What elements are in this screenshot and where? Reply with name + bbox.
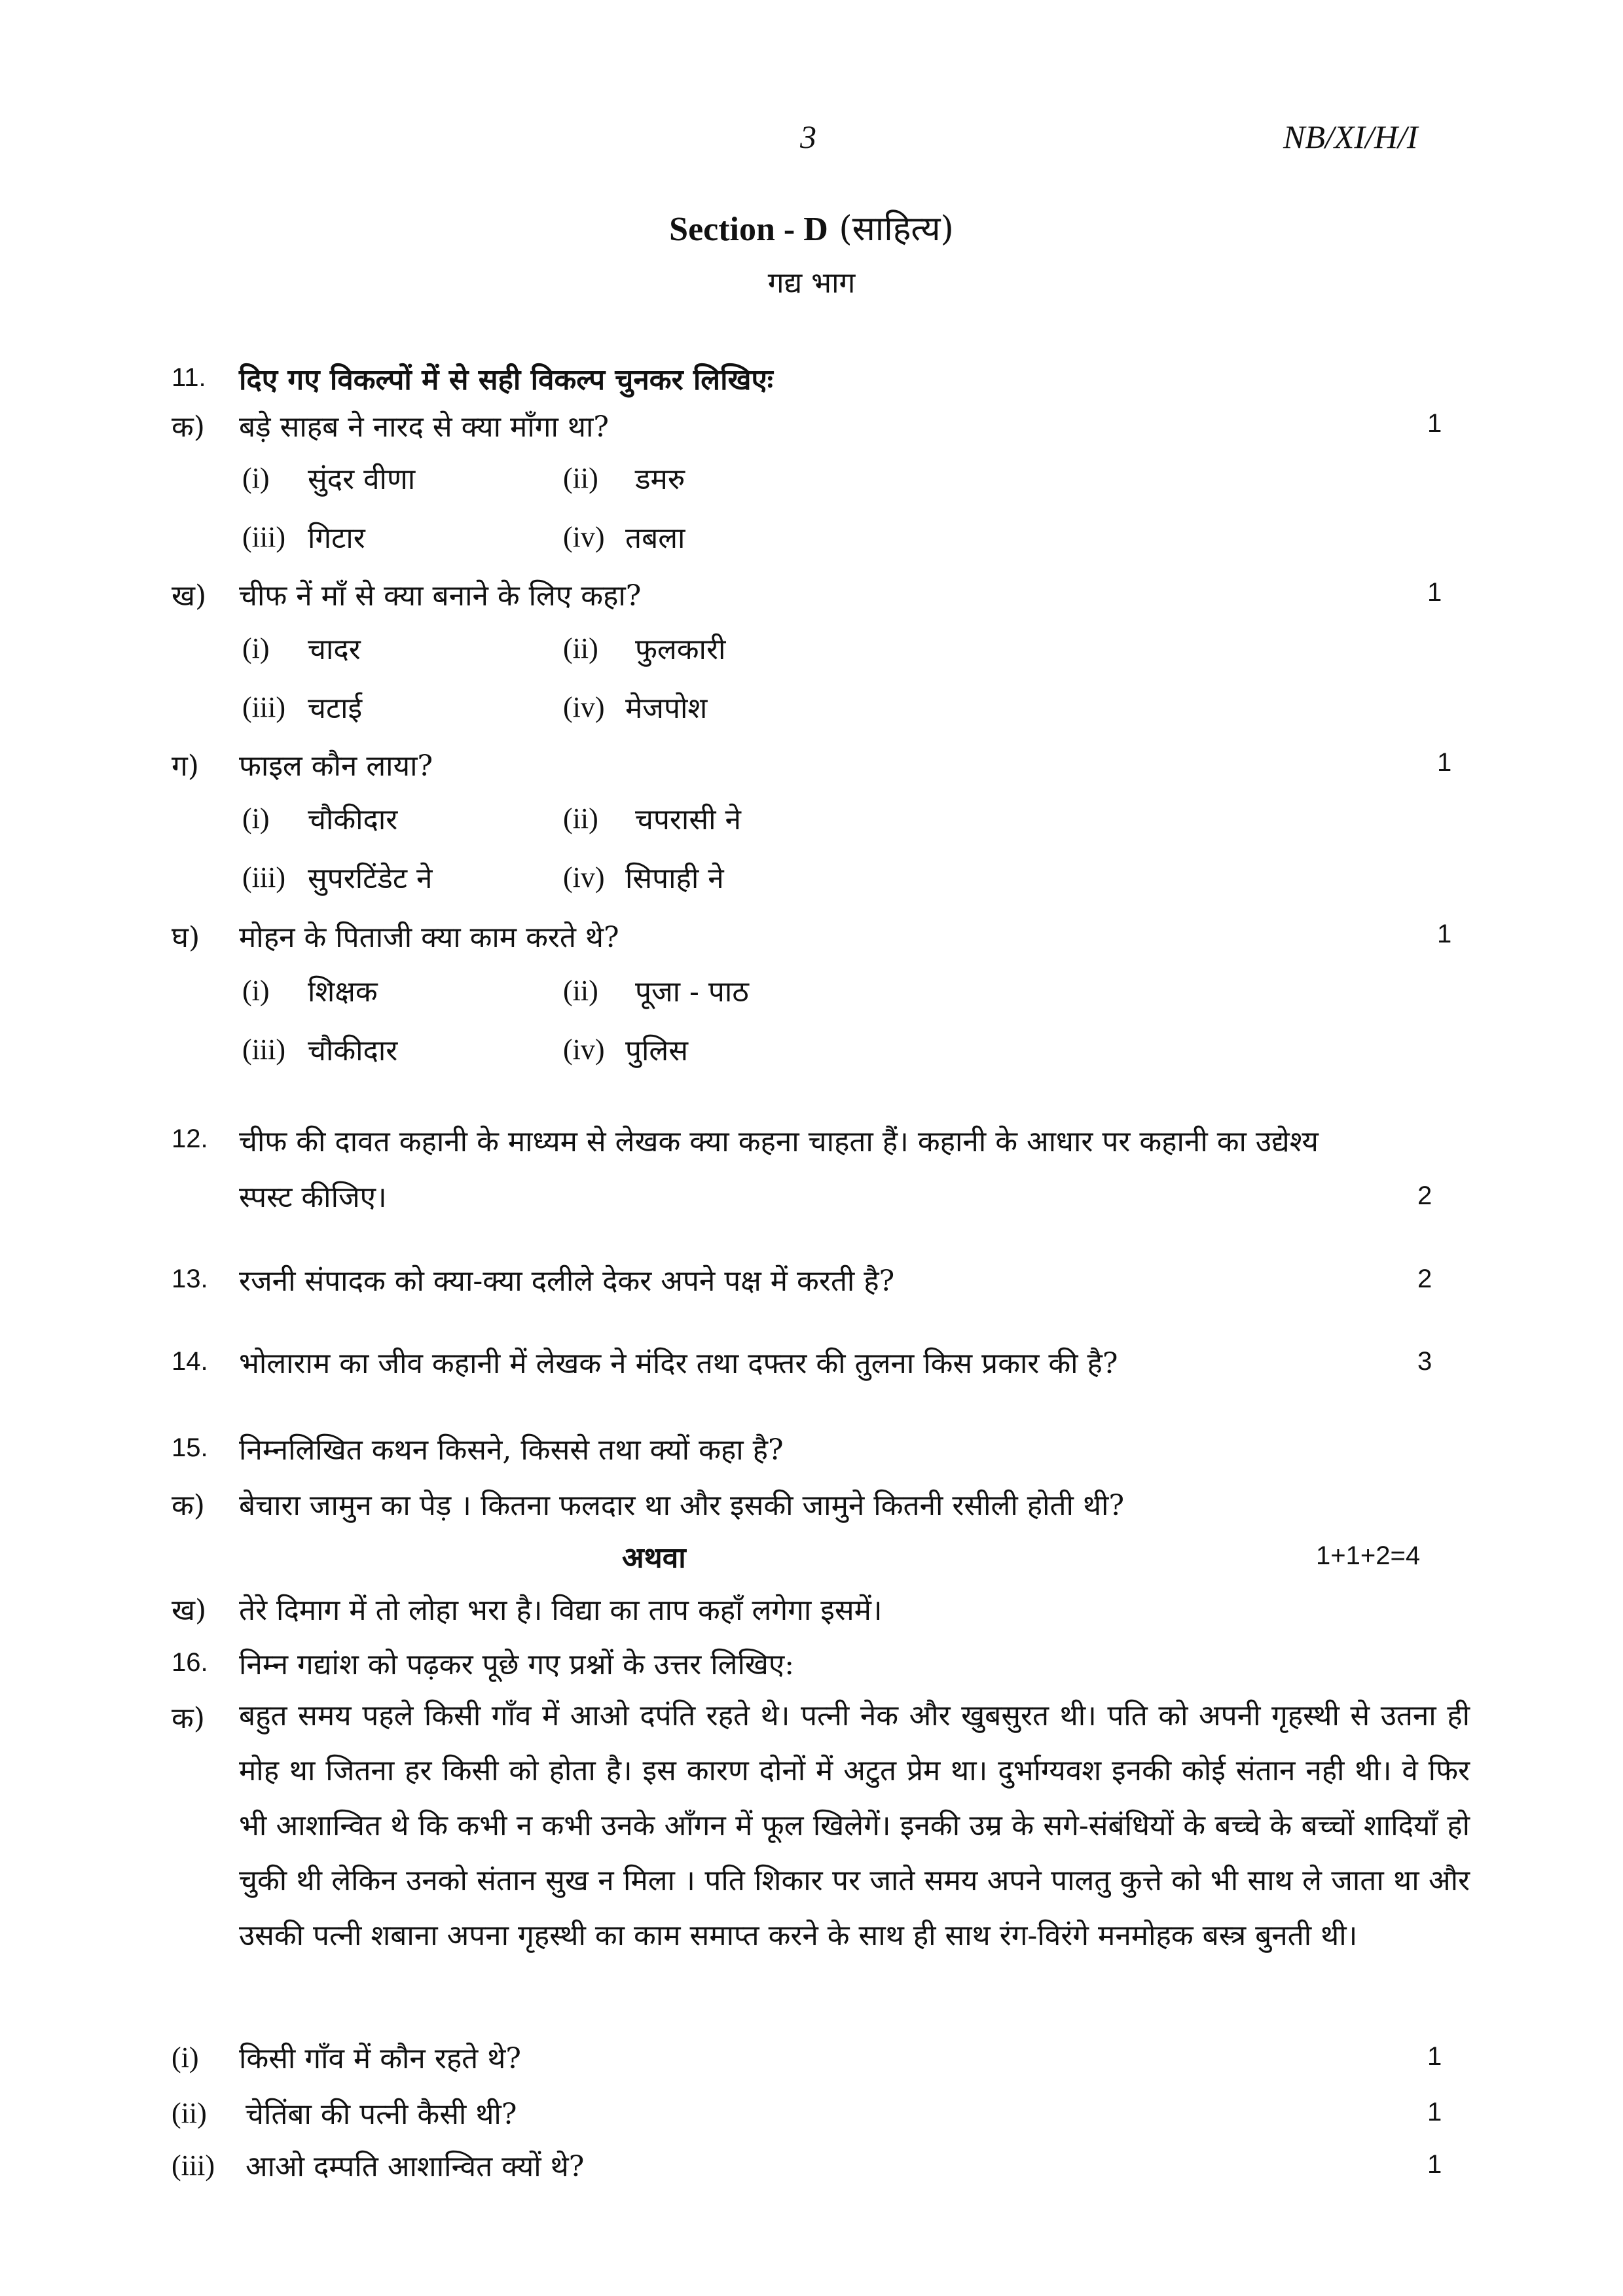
section-title-en: Section - D [669,211,828,248]
q11-d-opt1-num: (i) [242,975,270,1007]
q16-sub1-num: (i) [172,2041,199,2073]
q11-number: 11. [172,363,206,392]
q16-sub1-marks: 1 [1427,2042,1442,2071]
q11-a-opt1-num: (i) [242,462,270,494]
q11-b-label: ख) [172,579,207,613]
q11-a-label: क) [172,410,205,444]
q11-d-opt4: पुलिस [625,1034,688,1067]
q16-passage: बहुत समय पहले किसी गाँव में आओ दपंति रहते थे। पत्नी नेक और खुबसुरत थी। पति को अपनी गृहस्थी से उतना ही मोह था जितना हर किसी को होता है। इस कारण दोनों में अटुत प्रेम था। दुर्भाग्यवश इनकी कोई संतान नही थी। वे फिर भी आशान्वित थे कि कभी न कभी उनके आँगन में फूल खिलेगें। इनकी उम्र के सगे-संबंधियों के बच्चे के बच्चों शादियाँ हो चुकी थी लेकिन उनको संतान सुख न मिला । पति शिकार पर जाते समय अपने पालतु कुत्ते को भी साथ ले जाता था और उसकी पत्नी शबाना अपना गृहस्थी का काम समाप्त करने के साथ ही साथ रंग-विरंगे मनमोहक बस्त्र बुनती थी। [239,1699,1470,1952]
q11-a-opt3-num: (iii) [242,521,285,553]
q11-text: दिए गए विकल्पों में से सही विकल्प चुनकर लिखिएः [239,363,773,397]
q11-c-label: ग) [172,749,199,783]
q11-b-opt4: मेजपोश [625,692,708,725]
q11-b-text: चीफ नें माँ से क्या बनाने के लिए कहा? [239,579,642,613]
q11-d-opt1: शिक्षक [308,975,378,1009]
q11-d-text: मोहन के पिताजी क्या काम करते थे? [239,921,619,954]
q11-c-text: फाइल कौन लाया? [239,749,433,783]
q11-a-opt2: डमरु [635,463,685,496]
q16-sub2-num: (ii) [172,2097,207,2129]
q11-a-text: बड़े साहब ने नारद से क्या माँगा था? [239,410,609,444]
q11-d-opt3: चौकीदार [308,1034,398,1067]
page-number: 3 [800,118,816,155]
q12-text-line2: स्पस्ट कीजिए। [239,1181,387,1214]
q16-sub3-num: (iii) [172,2149,215,2181]
q11-b-opt2-num: (ii) [563,632,598,664]
q12-number: 12. [172,1124,208,1153]
q11-b-marks: 1 [1427,578,1442,607]
q11-c-opt1: चौकीदार [308,803,398,836]
q16-sub1-text: किसी गाँव में कौन रहते थे? [239,2042,521,2075]
q16-sub2-marks: 1 [1427,2098,1442,2126]
q11-d-marks: 1 [1437,920,1452,948]
q11-b-opt3-num: (iii) [242,691,285,723]
section-title-hi: (साहित्य) [839,209,954,249]
q15-marks: 1+1+2=4 [1316,1541,1421,1570]
q11-d-opt4-num: (iv) [563,1033,605,1066]
q15-or: अथवा [622,1541,686,1575]
q13-text: रजनी संपादक को क्या-क्या दलीले देकर अपने पक्ष में करती है? [239,1265,895,1298]
q11-a-opt1: सुंदर वीणा [308,463,416,496]
q15-a-text: बेचारा जामुन का पेड़ । कितना फलदार था और इसकी जामुने कितनी रसीली होती थी? [239,1489,1125,1522]
q16-passage-label: क) [172,1702,205,1735]
q11-c-opt2-num: (ii) [563,802,598,834]
q13-marks: 2 [1417,1265,1432,1293]
q14-text: भोलाराम का जीव कहानी में लेखक ने मंदिर तथा दफ्तर की तुलना किस प्रकार की है? [239,1347,1118,1380]
q11-c-opt4: सिपाही ने [625,862,724,895]
q11-c-opt1-num: (i) [242,802,270,834]
q16-sub3-marks: 1 [1427,2150,1442,2179]
q11-d-opt2: पूजा - पाठ [635,975,749,1009]
q16-text: निम्न गद्यांश को पढ़कर पूछे गए प्रश्नों के उत्तर लिखिए: [239,1648,795,1681]
section-title [0,204,1623,251]
q15-b-text: तेरे दिमाग में तो लोहा भरा है। विद्या का ताप कहाँ लगेगा इसमें। [239,1594,883,1627]
q11-a-opt4-num: (iv) [563,521,605,553]
q11-a-marks: 1 [1427,409,1442,438]
q11-a-opt2-num: (ii) [563,462,598,494]
paper-code: NB/XI/H/I [1283,118,1418,155]
q16-sub2-text: चेतिंबा की पत्नी कैसी थी? [246,2098,517,2131]
q11-c-opt2: चपरासी ने [635,803,741,836]
q15-text: निम्नलिखित कथन किसने, किससे तथा क्यों कहा है? [239,1433,784,1467]
q13-number: 13. [172,1265,208,1293]
q12-text-line1: चीफ की दावत कहानी के माध्यम से लेखक क्या कहना चाहता हैं। कहानी के आधार पर कहानी का उद्येश्य [239,1125,1319,1158]
q11-a-opt3: गिटार [308,522,365,555]
q11-c-marks: 1 [1437,748,1452,777]
q11-b-opt1: चादर [308,633,361,666]
q11-d-label: घ) [172,921,200,954]
q14-number: 14. [172,1347,208,1376]
q11-c-opt4-num: (iv) [563,861,605,893]
q11-c-opt3: सुपरटिंडेट ने [308,862,433,895]
q15-a-label: क) [172,1489,205,1522]
q12-marks: 2 [1417,1181,1432,1210]
q15-b-label: ख) [172,1594,207,1627]
q16-sub3-text: आओ दम्पति आशान्वित क्यों थे? [246,2150,585,2183]
q11-a-opt4: तबला [625,522,685,555]
q14-marks: 3 [1417,1347,1432,1376]
q11-b-opt3: चटाई [308,692,363,725]
q11-b-opt2: फुलकारी [635,633,726,666]
q16-number: 16. [172,1648,208,1677]
q11-d-opt2-num: (ii) [563,975,598,1007]
q11-d-opt3-num: (iii) [242,1033,285,1066]
q15-number: 15. [172,1433,208,1462]
q11-b-opt1-num: (i) [242,632,270,664]
section-subtitle: गद्य भाग [767,266,856,300]
q11-c-opt3-num: (iii) [242,861,285,893]
q11-b-opt4-num: (iv) [563,691,605,723]
